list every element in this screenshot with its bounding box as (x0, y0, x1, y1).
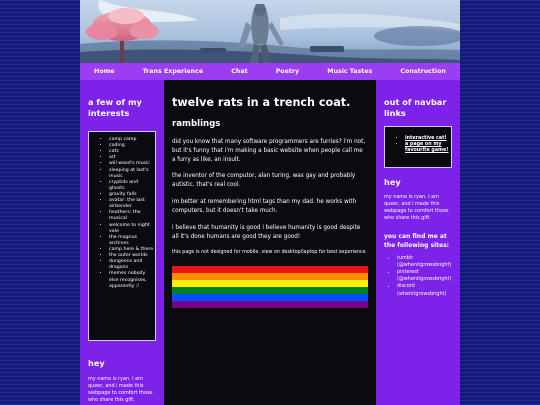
flag-stripe (172, 294, 368, 301)
right-sidebar (376, 80, 460, 405)
nav-music-tastes-link[interactable]: Music Tastes (327, 68, 373, 75)
flag-stripe (172, 301, 368, 308)
interests-title: a few of my interests (88, 97, 142, 118)
left-hey-text: my name is ryan. i am queer, and i made this webpage to comfort those who share this gift. (88, 376, 153, 404)
mobile-note: this page is not designed for mobile. view on desktop/laptop for best experience (172, 250, 366, 256)
main-content (164, 80, 376, 405)
interests-list (89, 137, 155, 290)
site-item-pinterest: • pinterest (@whenitgrowsbright) (397, 269, 460, 283)
rambling-paragraph: i believe that humanity is good i believe humanity is good despite all it's done humans are good they are good! (172, 224, 361, 240)
site-item-discord: • discord (whenitgrowsbright) (397, 283, 460, 297)
left-hey-title: hey (88, 358, 105, 368)
page-title: twelve rats in a trench coat. (172, 96, 351, 109)
interests-box (88, 131, 156, 341)
ramblings-heading: ramblings (172, 119, 221, 129)
links-list (385, 136, 451, 155)
header-banner-image (80, 0, 460, 63)
interest-item: • welcome to night vale (109, 223, 155, 235)
rambling-paragraph: im better at remembering html tags than my dad. he works with computers, but it doesn't take much. (172, 199, 357, 214)
find-me-title: you can find me at the following sites: (384, 233, 450, 249)
page-container (80, 0, 460, 405)
interest-item: • avatar: the last airbender (109, 198, 155, 210)
interest-item: • art (109, 155, 155, 161)
left-sidebar (80, 80, 164, 405)
out-of-navbar-title: out of navbar links (384, 97, 447, 118)
interest-item: • heathers: the musical (109, 210, 155, 222)
interest-item: • cats (109, 149, 155, 155)
banner-artwork (80, 0, 460, 63)
interest-item: • gravity falls (109, 192, 155, 198)
flag-stripe (172, 273, 368, 280)
interest-item: • dungeons and dragons (109, 259, 155, 271)
pride-flag-image (172, 266, 368, 308)
flag-stripe (172, 287, 368, 294)
flag-stripe (172, 266, 368, 273)
nav-chat-link[interactable]: Chat (231, 68, 248, 75)
interest-item: • camp camp (109, 137, 155, 143)
favourite-game-link[interactable]: a page on my favourite game! (405, 142, 449, 154)
interest-item: • cryptids and ghosts (109, 180, 155, 192)
flag-stripe (172, 280, 368, 287)
nav-poetry-link[interactable]: Poetry (275, 68, 300, 75)
nav-construction-link[interactable]: Construction (400, 68, 446, 75)
nav-home-link[interactable]: Home (94, 68, 115, 75)
right-hey-text: my name is ryan. i am queer, and i made this webpage to comfort those who share this gift. (384, 194, 449, 222)
sites-list (384, 255, 460, 298)
rambling-paragraph: did you know that many software programmers are furries? i'm not, but it's funny that i'm making a basic website when people call me a furry as like, an insult. (172, 139, 366, 163)
nav-trans-experience-link[interactable]: Trans Experience (142, 68, 204, 75)
right-hey-title: hey (384, 177, 401, 187)
interactive-cat-link[interactable]: interactive cat! (405, 136, 447, 141)
interest-item: • the magnus archives (109, 235, 155, 247)
interest-item: • coding (109, 143, 155, 149)
interest-item: • will wood's music (109, 161, 155, 167)
interest-item: • the outer worlds (109, 253, 155, 259)
navbar (80, 63, 460, 80)
site-item-tumblr: • tumblr (@whenitgrowsbright) (397, 255, 460, 269)
rambling-paragraph: the inventor of the computor, alan turing, was gay and probably autistic. that's real cool. (172, 173, 356, 189)
interest-item: • memes nobody else recognises, apparently :/ (109, 271, 155, 289)
interest-item: • sleeping at last's music (109, 168, 155, 180)
links-box (384, 126, 452, 168)
interest-item: • camp here & there (109, 247, 155, 253)
